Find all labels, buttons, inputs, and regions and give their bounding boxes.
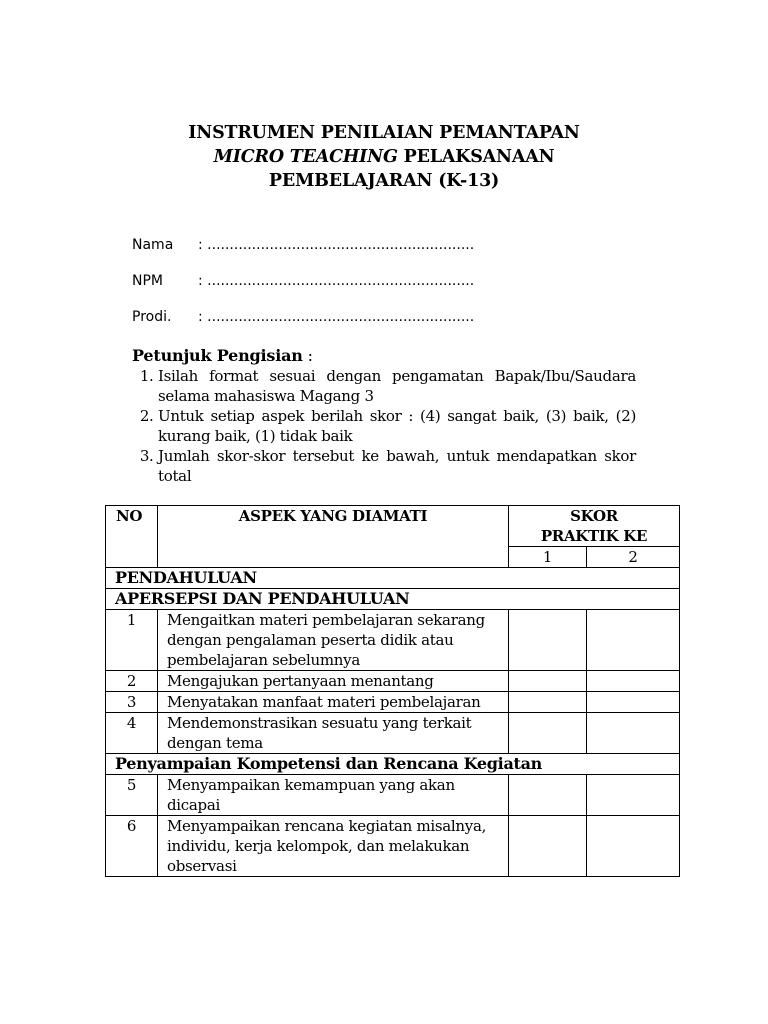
header-practice-1: 1 [509, 547, 587, 568]
identity-blank[interactable]: : ............................................................ [198, 273, 475, 289]
section-kompetensi: Penyampaian Kompetensi dan Rencana Kegiatan [106, 754, 680, 775]
row-aspect: Menyatakan manfaat materi pembelajaran [158, 692, 509, 713]
title-line-2 [0, 145, 768, 169]
score-cell-1[interactable] [509, 671, 587, 692]
identity-nama [132, 236, 474, 254]
table-row [106, 816, 680, 877]
row-aspect: Mengajukan pertanyaan menantang [158, 671, 509, 692]
row-number: 4 [106, 713, 158, 754]
score-cell-1[interactable] [509, 713, 587, 754]
identity-label: Prodi. [132, 309, 172, 325]
title-line-1: INSTRUMEN PENILAIAN PEMANTAPAN [188, 123, 580, 143]
instruction-item: 2. Untuk setiap aspek berilah skor : (4) sangat baik, (3) baik, (2) kurang baik, (1) tidak baik [158, 406, 636, 446]
score-cell-1[interactable] [509, 775, 587, 816]
score-cell-1[interactable] [509, 816, 587, 877]
row-number: 6 [106, 816, 158, 877]
identity-prodi [132, 308, 474, 326]
score-cell-2[interactable] [587, 713, 680, 754]
header-aspect: ASPEK YANG DIAMATI [158, 506, 509, 568]
row-number: 2 [106, 671, 158, 692]
row-number: 1 [106, 610, 158, 671]
instruction-item: 3. Jumlah skor-skor tersebut ke bawah, untuk mendapatkan skor total [158, 446, 636, 486]
row-aspect: Menyampaikan rencana kegiatan misalnya, individu, kerja kelompok, dan melakukan observasi [158, 816, 509, 877]
title-line-2-rest: PELAKSANAAN [397, 147, 555, 167]
title-line-3: PEMBELAJARAN (K-13) [268, 171, 500, 191]
score-cell-1[interactable] [509, 692, 587, 713]
row-aspect: Menyampaikan kemampuan yang akan dicapai [158, 775, 509, 816]
score-cell-1[interactable] [509, 610, 587, 671]
title-italic-term: MICRO TEACHING [213, 147, 398, 167]
identity-label: Nama [132, 237, 174, 253]
score-cell-2[interactable] [587, 610, 680, 671]
score-cell-2[interactable] [587, 816, 680, 877]
identity-blank[interactable]: : ............................................................ [198, 237, 475, 253]
row-aspect: Mendemonstrasikan sesuatu yang terkait dengan tema [158, 713, 509, 754]
table-row [106, 775, 680, 816]
section-apersepsi: APERSEPSI DAN PENDAHULUAN [106, 589, 680, 610]
score-cell-2[interactable] [587, 692, 680, 713]
score-cell-2[interactable] [587, 671, 680, 692]
identity-blank[interactable]: : ............................................................ [198, 309, 475, 325]
instructions-heading: Petunjuk Pengisian : [132, 346, 313, 365]
section-pendahuluan: PENDAHULUAN [106, 568, 680, 589]
assessment-table [105, 505, 680, 877]
table-row [106, 713, 680, 754]
row-number: 3 [106, 692, 158, 713]
document-title [0, 121, 768, 193]
score-cell-2[interactable] [587, 775, 680, 816]
header-score: SKOR PRAKTIK KE [509, 506, 680, 547]
row-number: 5 [106, 775, 158, 816]
instructions-list [132, 366, 636, 486]
header-no: NO [106, 506, 158, 568]
table-row [106, 610, 680, 671]
row-aspect: Mengaitkan materi pembelajaran sekarang dengan pengalaman peserta didik atau pembelajaran sebelumnya [158, 610, 509, 671]
table-row [106, 692, 680, 713]
table-row [106, 671, 680, 692]
instruction-item: 1. Isilah format sesuai dengan pengamatan Bapak/Ibu/Saudara selama mahasiswa Magang 3 [158, 366, 636, 406]
identity-label: NPM [132, 273, 163, 289]
header-practice-2: 2 [587, 547, 680, 568]
identity-npm [132, 272, 474, 290]
